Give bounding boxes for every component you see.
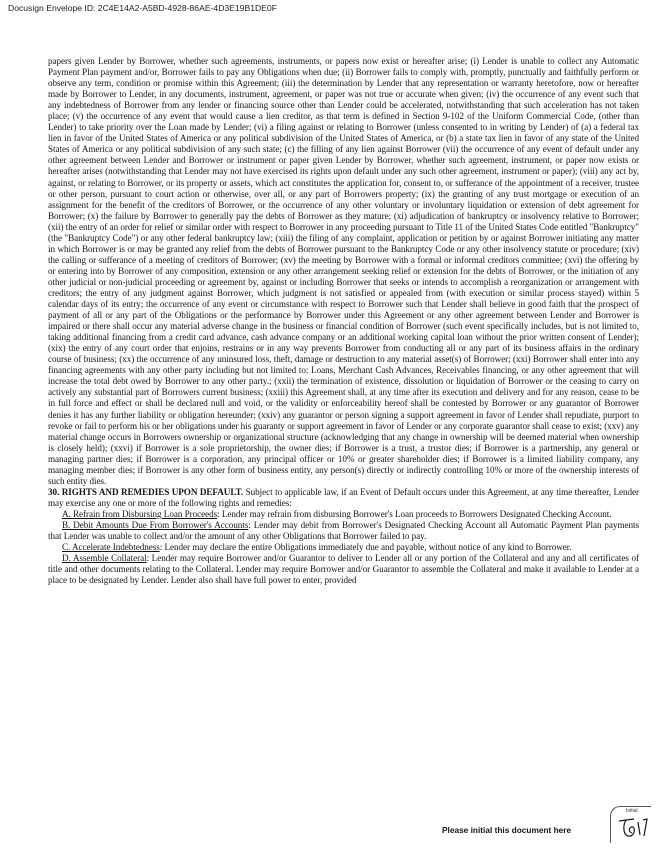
remedy-b-text: : Lender may debit from Borrower's Designated Checking Account all Automatic Payment Plan payments that Lender was unable to collect and/or the amount of any other Obligations that Borrower failed to pay. xyxy=(48,519,639,542)
remedy-b xyxy=(48,520,639,542)
remedy-c-title: C. Accelerate Indebtedness xyxy=(62,542,160,553)
remedy-d-text: : Lender may require Borrower and/or Guarantor to deliver to Lender all or any portion of the Collateral and any and all certificates of title and other documents relating to the Collateral. Lender may require Borrower and/or Guarantor to assemble the Collateral and make it available to Lender at a place to be designated by Lender. Lender also shall have full power to enter, provided xyxy=(48,553,639,586)
initial-label: Initial xyxy=(626,808,638,814)
document-body xyxy=(48,56,639,586)
remedy-a-title: A. Refrain from Disbursing Loan Proceeds xyxy=(62,508,218,519)
remedy-d xyxy=(48,553,639,586)
section-30-title: 30. RIGHTS AND REMEDIES UPON DEFAULT. xyxy=(48,486,244,497)
initial-signature-mark xyxy=(616,815,652,841)
envelope-id: Docusign Envelope ID: 2C4E14A2-A5BD-4928-86AE-4D3E19B1DE0F xyxy=(8,3,277,13)
default-events-paragraph: papers given Lender by Borrower, whether such agreements, instruments, or papers now exist or hereafter arise; (i) Lender is unable to collect any Automatic Payment Plan payment and/or, Borrower fails to pay any Obligations when due; (ii) Borrower fails to comply with, promptly, punctually and faithfully perform or observe any term, condition or promise within this Agreement; (iii) the determination by Lender that any representation or warranty heretofore, now or hereafter made by Borrower to Lender, in any documents, instrument, agreement, or paper was not true or accurate when given; (iv) the occurrence of any event such that any indebtedness of Borrower from any lender or financing source other than Lender could be accelerated, notwithstanding that such acceleration has not taken place; (v) the occurrence of any event that would cause a lien creditor, as that term is defined in Section 9-102 of the Uniform Commercial Code, (other than Lender) to take priority over the Loan made by Lender; (vi) a filing against or relating to Borrower (unless consented to in writing by Lender) of (a) a federal tax lien in favor of the United States of America or any political subdivision of the United States of America, or (b) a state tax lien in favor of any state of the United States of America or any political subdivision of any such state; (c) the filling of any lien against Borrower (vii) the occurrence of any event of default under any other agreement between Lender and Borrower or instrument or paper given Lender by Borrower, whether such agreement, instrument, or paper now exists or hereafter arises (notwithstanding that Lender may not have exercised its rights upon default under any such other agreement, instrument or paper); (viii) any act by, against, or relating to Borrower, or its property or assets, which act constitutes the application for, consent to, or sufferance of the appointment of a receiver, trustee or other person, pursuant to court action or otherwise, over all, or any part of Borrowers property; (ix) the granting of any trust mortgage or execution of an assignment for the benefit of the creditors of Borrower, or the occurrence of any other voluntary or involuntary liquidation or extension of debt agreement for Borrower; (x) the failure by Borrower to generally pay the debts of Borrower as they mature; (xi) adjudication of bankruptcy or insolvency relative to Borrower; (xii) the entry of an order for relief or similar order with respect to Borrower in any proceeding pursuant to Title 11 of the United States Code entitled "Bankruptcy" (the "Bankruptcy Code") or any other federal bankruptcy law; (xiii) the filing of any complaint, application or petition by or against Borrower initiating any matter in which Borrower is or may be granted any relief from the debts of Borrower pursuant to the Bankruptcy Code or any other insolvency statute or procedure; (xiv) the calling or sufferance of a meeting of creditors of Borrower; (xv) the meeting by Borrower with a formal or informal creditors committee; (xvi) the offering by or entering into by Borrower of any composition, extension or any other arrangement seeking relief or extension for the debts of Borrower, or the initiation of any other judicial or non-judicial proceeding or agreement by, against or including Borrower that seeks or intends to accomplish a reorganization or arrangement with creditors; the entry of any judgment against Borrower, which judgment is not satisfied or appealed from (with execution or similar process stayed) within 5 calendar days of its entry; the occurrence of any event or circumstance with respect to Borrower such that Lender shall believe in good faith that the prospect of payment of all or any part of the Obligations or the performance by Borrower under this Agreement or any other agreement between Lender and Borrower is impaired or there shall occur any material adverse change in the business or financial condition of Borrower (such event specifically includes, but is not limited to, taking additional financing from a credit card advance, cash advance company or an additional working capital loan without the prior written consent of Lender); (xix) the entry of any court order that enjoins, restrains or in any way prevents Borrower from conducting all or any part of its business affairs in the ordinary course of business; (xx) the occurrence of any uninsured loss, theft, damage or destruction to any material asset(s) of Borrower; (xxi) Borrower shall enter into any financing agreements with any other party including but not limited to: Loans, Merchant Cash Advances, Receivables financing, or any other agreement that will increase the total debt owed by Borrower to any other party.; (xxii) the termination of existence, dissolution or liquidation of Borrower or the ceasing to carry on actively any substantial part of Borrowers current business; (xxiii) this Agreement shall, at any time after its execution and delivery and for any reason, cease to be in full force and effect or shall be declared null and void, or the validity or enforceability hereof shall be contested by Borrower or any guarantor of Borrower denies it has any further liability or obligation hereunder; (xxiv) any guarantor or person signing a support agreement in favor of Lender shall repudiate, purport to revoke or fail to perform his or her obligations under his guaranty or support agreement in favor of Lender or any corporate guarantor shall cease to exist; (xxv) any material change occurs in Borrowers ownership or organizational structure (acknowledging that any change in ownership will be deemed material when ownership is closely held); (xxvi) if Borrower is a sole proprietorship, the owner dies; if Borrower is a trust, a trustor dies; if Borrower is a partnership, any general or managing partner dies; if Borrower is a corporation, any principal officer or 10% or greater shareholder dies; if Borrower is a limited liability company, any managing member dies; if Borrower is any other form of business entity, any person(s) directly or indirectly controlling 10% or more of the ownership interests of such entity dies. xyxy=(48,56,639,486)
remedy-a-text: : Lender may refrain from disbursing Borrower's Loan proceeds to Borrowers Designated Checking Account. xyxy=(217,508,612,519)
remedy-a xyxy=(48,509,639,520)
section-30-paragraph xyxy=(48,487,639,509)
remedy-b-title: B. Debit Amounts Due From Borrower's Accounts xyxy=(62,519,249,530)
remedy-d-title: D. Assemble Collateral xyxy=(62,553,147,564)
remedy-c-text: : Lender may declare the entire Obligations immediately due and payable, without notice of any kind to Borrower. xyxy=(159,542,572,553)
section-30-text: Subject to applicable law, if an Event of Default occurs under this Agreement, at any time thereafter, Lender may exercise any one or more of the following rights and remedies: xyxy=(48,486,640,508)
remedy-c xyxy=(48,542,639,553)
initial-prompt: Please initial this document here xyxy=(442,825,572,835)
